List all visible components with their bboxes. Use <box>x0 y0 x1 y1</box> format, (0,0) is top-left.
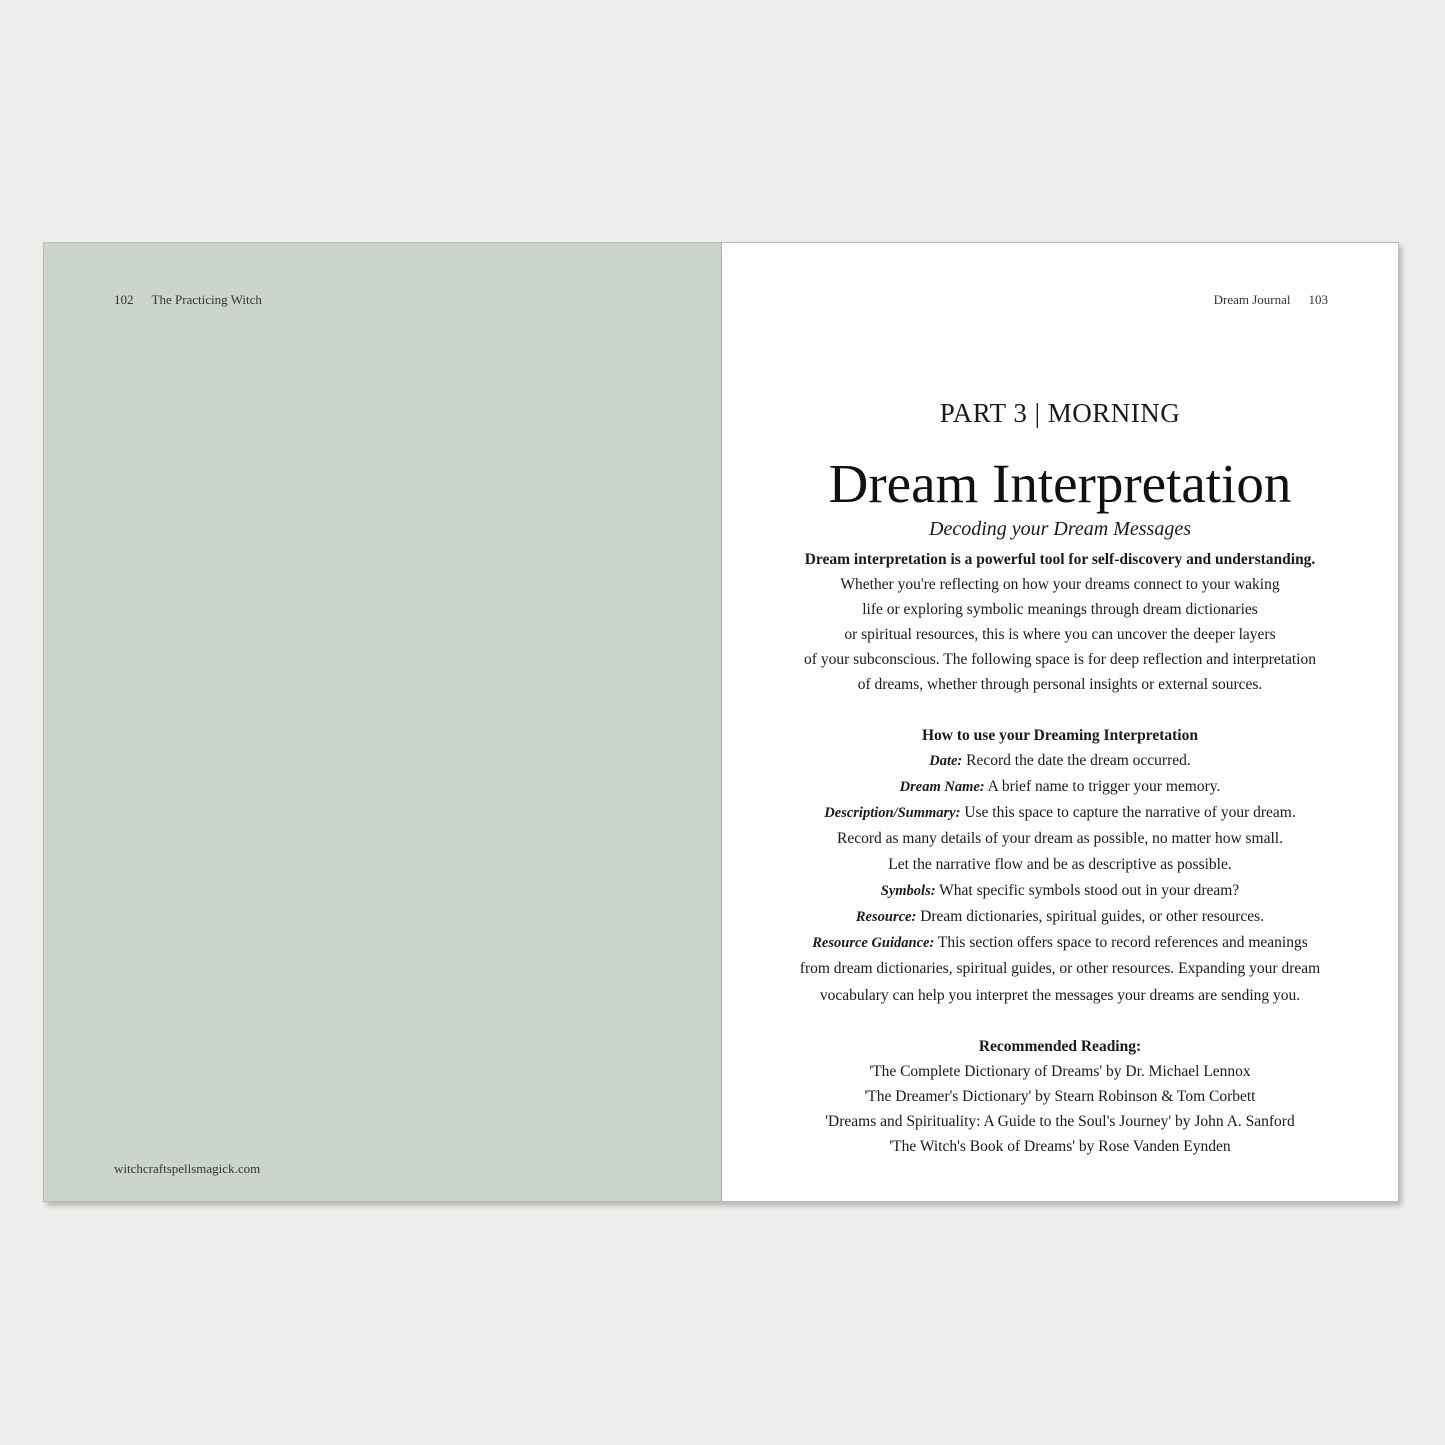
left-running-title: The Practicing Witch <box>151 292 262 307</box>
right-page <box>722 243 1398 1201</box>
howto-text: This section offers space to record references and meanings <box>934 934 1308 952</box>
left-page <box>44 243 722 1201</box>
reading-item: 'Dreams and Spirituality: A Guide to the Soul's Journey' by John A. Sanford <box>825 1112 1295 1130</box>
howto-text: Record the date the dream occurred. <box>962 751 1191 769</box>
reading-list <box>722 1059 1398 1159</box>
howto-line <box>722 852 1398 878</box>
page-subtitle: Decoding your Dream Messages <box>929 518 1191 540</box>
right-running-head <box>1214 292 1328 308</box>
howto-line <box>722 748 1398 774</box>
left-running-head <box>114 292 262 308</box>
howto-text: What specific symbols stood out in your dream? <box>935 882 1240 900</box>
reading-item: 'The Complete Dictionary of Dreams' by Dr. Michael Lennox <box>869 1062 1251 1080</box>
intro-line: Whether you're reflecting on how your dreams connect to your waking <box>840 576 1280 594</box>
howto-text: A brief name to trigger your memory. <box>984 777 1221 795</box>
howto-line <box>722 826 1398 852</box>
intro-paragraph <box>722 547 1398 698</box>
howto-line <box>722 878 1398 904</box>
intro-line: or spiritual resources, this is where you can uncover the deeper layers <box>844 626 1276 644</box>
howto-text: from dream dictionaries, spiritual guides, or other resources. Expanding your dream <box>799 960 1321 978</box>
howto-label: Symbols: <box>880 883 936 900</box>
howto-heading: How to use your Dreaming Interpretation <box>922 726 1198 744</box>
howto-label: Resource Guidance: <box>812 935 935 952</box>
intro-line: of dreams, whether through personal insights or external sources. <box>857 676 1263 694</box>
howto-text: vocabulary can help you interpret the messages your dreams are sending you. <box>819 986 1301 1004</box>
reading-item: 'The Dreamer's Dictionary' by Stearn Robinson & Tom Corbett <box>864 1087 1256 1105</box>
page-title: Dream Interpretation <box>828 453 1292 514</box>
left-page-number: 102 <box>114 292 134 307</box>
right-page-number: 103 <box>1308 292 1328 307</box>
howto-label: Date: <box>929 752 963 769</box>
howto-list <box>722 748 1398 1009</box>
howto-line <box>722 774 1398 800</box>
intro-line: of your subconscious. The following space is for deep reflection and interpretation <box>804 651 1316 669</box>
howto-line <box>722 904 1398 930</box>
intro-bold-line: Dream interpretation is a powerful tool for self-discovery and understanding. <box>804 551 1316 568</box>
howto-line <box>722 930 1398 956</box>
howto-line <box>722 983 1398 1009</box>
reading-item: 'The Witch's Book of Dreams' by Rose Vanden Eynden <box>889 1137 1231 1155</box>
page-content <box>722 393 1398 1159</box>
footer-url: witchcraftspellsmagick.com <box>114 1161 261 1176</box>
howto-text: Dream dictionaries, spiritual guides, or other resources. <box>916 908 1265 926</box>
book-spread <box>43 242 1399 1202</box>
howto-label: Resource: <box>855 909 917 926</box>
howto-text: Use this space to capture the narrative of your dream. <box>960 803 1296 821</box>
howto-line <box>722 800 1398 826</box>
part-label: PART 3 | MORNING <box>939 398 1181 428</box>
intro-line: life or exploring symbolic meanings through dream dictionaries <box>862 601 1258 619</box>
howto-text: Let the narrative flow and be as descriptive as possible. <box>888 856 1232 874</box>
reading-heading: Recommended Reading: <box>978 1037 1142 1055</box>
howto-label: Description/Summary: <box>824 804 961 821</box>
howto-line <box>722 956 1398 982</box>
howto-label: Dream Name: <box>899 778 985 795</box>
howto-text: Record as many details of your dream as possible, no matter how small. <box>837 829 1283 847</box>
right-running-title: Dream Journal <box>1213 292 1291 307</box>
